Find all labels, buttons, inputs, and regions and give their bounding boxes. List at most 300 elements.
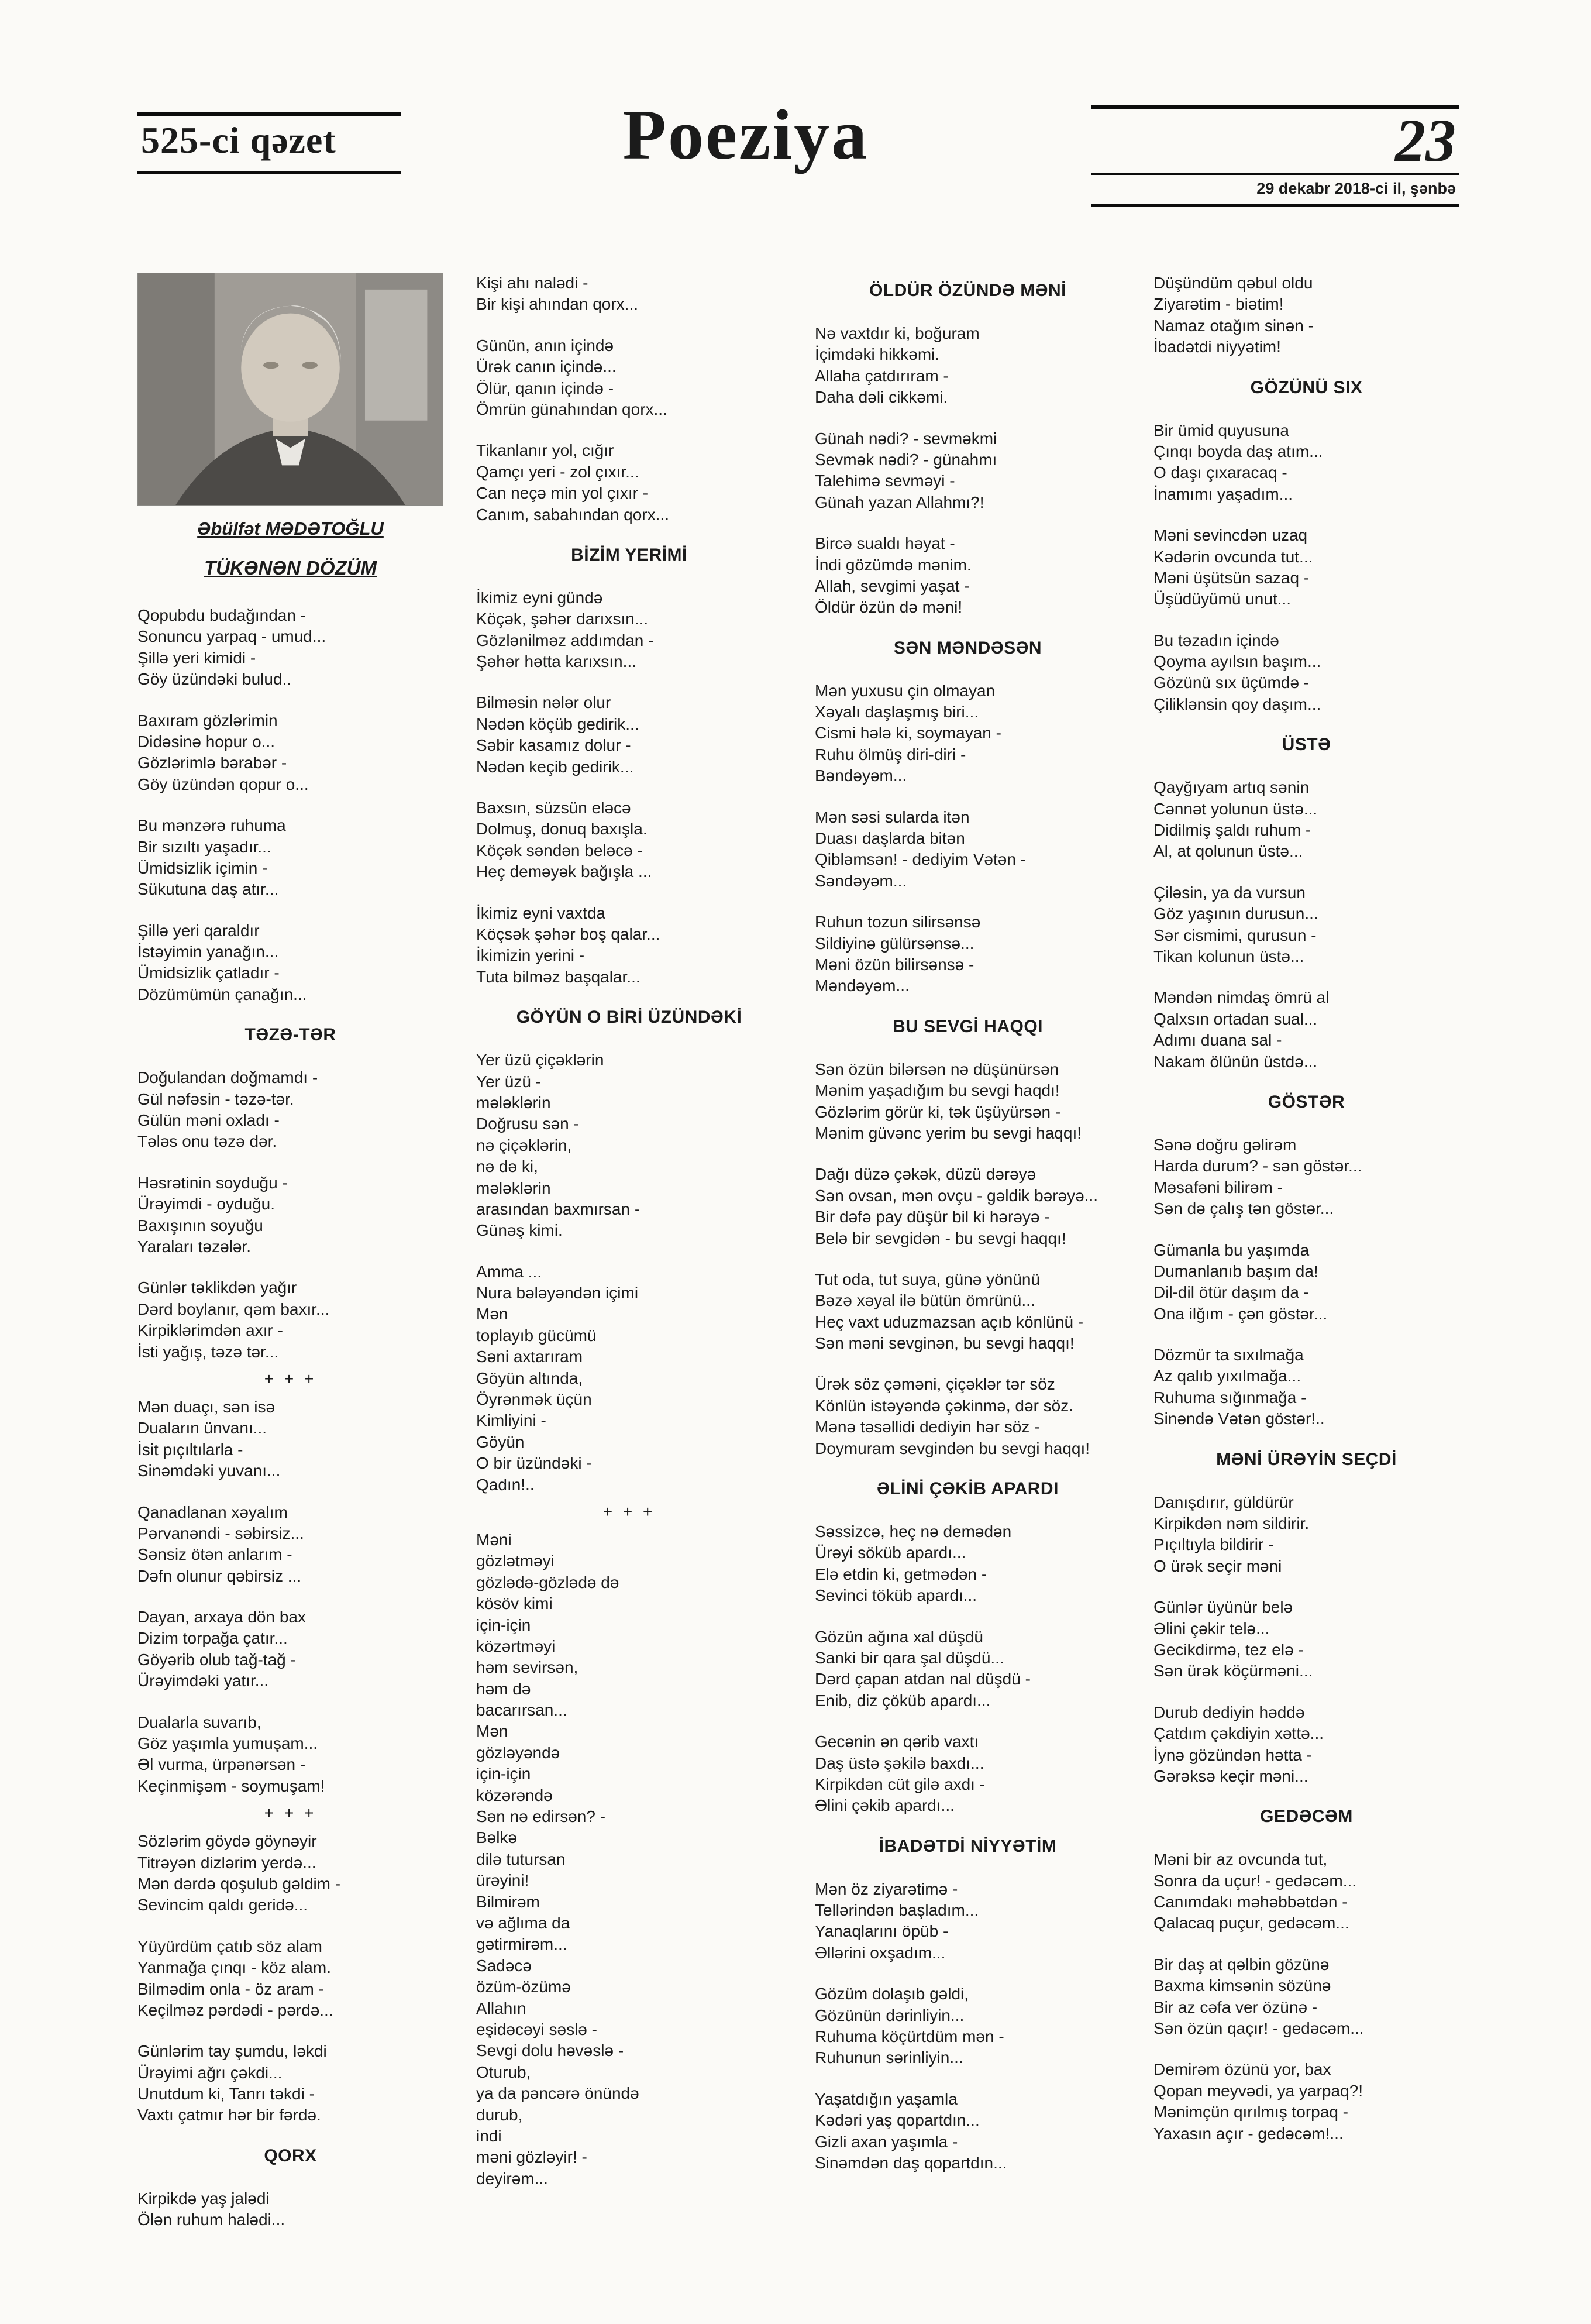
poem-line: Tellərindən başladım... (815, 1901, 979, 1920)
page-number: 23 (1395, 107, 1456, 174)
poem-line: nə çiçəklərin, (476, 1136, 572, 1154)
poem-line: Məni (476, 1530, 512, 1549)
poem-line: Ürək canın içində... (476, 357, 617, 376)
stanza (476, 1529, 782, 2189)
poem-line: Ürəyimdi - oyduğu. (137, 1195, 275, 1213)
stanza (1153, 525, 1459, 610)
stanza (476, 797, 782, 883)
stanza (137, 1173, 443, 1258)
poem-line: Yanaqlarını öpüb - (815, 1922, 949, 1941)
poem-line: Baxsın, süzsün eləcə (476, 799, 631, 817)
poem-line: Keçilməz pərdədi - pərdə... (137, 2000, 333, 2019)
poem-line: Ürəyimi ağrı çəkdi... (137, 2063, 283, 2082)
poem-line: Gül nəfəsin - təzə-tər. (137, 1089, 294, 1108)
poem-line: Daş üstə şəkilə baxdı... (815, 1754, 984, 1772)
poem-line: Kədərin ovcunda tut... (1153, 547, 1313, 566)
poem-line: Sanki bir qara şal düşdü... (815, 1648, 1004, 1667)
poem-line: Amma ... (476, 1262, 542, 1281)
poem-line: Sən ovsan, mən ovçu - gəldik bərəyə... (815, 1186, 1098, 1205)
poem-heading: MƏNİ ÜRƏYİN SEÇDİ (1216, 1449, 1397, 1469)
poem-line: Gözlərimlə bərabər - (137, 754, 287, 772)
poem-line: Bu təzadın içində (1153, 631, 1279, 649)
poem-line: Yanmağa çınqı - köz alam. (137, 1958, 331, 1977)
poem-line: Mən yuxusu çin olmayan (815, 681, 996, 700)
poem-line: Məni üşütsün sazaq - (1153, 568, 1310, 587)
stanza (815, 1521, 1121, 1607)
poem-line: Bəlkə (476, 1828, 518, 1847)
poem-line: Gecikdirmə, tez elə - (1153, 1640, 1304, 1659)
stanza (815, 912, 1121, 997)
stanza (1153, 1135, 1459, 1220)
poem-line: Dözümümün çanağın... (137, 985, 307, 1003)
poem-line: Gözlərim görür ki, tək üşüyürsən - (815, 1102, 1061, 1121)
poem-line: Sevgi dolu həvəslə - (476, 2041, 624, 2060)
poem-heading: ÖLDÜR ÖZÜNDƏ MƏNİ (869, 281, 1067, 300)
poem-line: Yaraları təzələr. (137, 1237, 252, 1256)
poem-line: Gözünün dərinliyin... (815, 2006, 965, 2024)
issue-date: 29 dekabr 2018-ci il, şənbə (1256, 180, 1456, 198)
poem-line: Qoyma ayılsın başım... (1153, 652, 1321, 671)
poem-line: Nura bələyəndən içimi (476, 1284, 639, 1302)
poem-line: Xəyalı daşlaşmış biri... (815, 703, 979, 721)
poem-line: Göy üzündəki bulud.. (137, 670, 292, 689)
poem-line: Sevincim qaldı geridə... (137, 1896, 308, 1914)
poem-line: Bir az cəfa ver özünə - (1153, 1998, 1318, 2016)
poem-line: Mən (476, 1305, 508, 1323)
poem-line: Düşündüm qəbul oldu (1153, 274, 1313, 292)
poem-line: Göz yaşımla yumuşam... (137, 1734, 318, 1753)
poem-line: Üşüdüyümü unut... (1153, 590, 1292, 608)
poem-line: özüm-özümə (476, 1978, 571, 1996)
poem-line: Vaxtı çatmır hər bir fərdə. (137, 2106, 321, 2124)
poem-line: dilə tutursan (476, 1849, 566, 1868)
poem-line: Ruhunun sərinliyin... (815, 2048, 963, 2067)
poem-line: Sadəcə (476, 1956, 532, 1975)
stanza (1153, 1702, 1459, 1787)
poem-line: İkimizin yerini - (476, 946, 585, 965)
poem-line: Yaşatdığın yaşamla (815, 2089, 958, 2108)
poem-line: eşidəcəyi səslə - (476, 2020, 597, 2038)
poem-line: Unutdum ki, Tanrı təkdi - (137, 2085, 315, 2103)
poem-line: Ruhu ölmüş diri-diri - (815, 745, 966, 764)
poem-line: deyirəm... (476, 2169, 548, 2188)
poem-line: Məni sevincdən uzaq (1153, 526, 1308, 545)
poem-line: O ürək seçir məni (1153, 1556, 1282, 1575)
poem-line: Qadın!.. (476, 1475, 535, 1494)
poem-line: Sevmək nədi? - günahmı (815, 450, 997, 469)
page-header (137, 95, 1459, 246)
poem-line: İsti yağış, təzə tər... (137, 1342, 279, 1361)
poem-heading: ƏLİNİ ÇƏKİB APARDI (877, 1479, 1059, 1499)
stanza (815, 1731, 1121, 1817)
poem-line: məni gözləyir! - (476, 2148, 587, 2167)
poem-line: Mənim güvənc yerim bu sevgi haqqı! (815, 1123, 1082, 1142)
stanza (137, 815, 443, 900)
poem-line: Dərd çapan atdan nal düşdü - (815, 1670, 1031, 1689)
poem-line: O bir üzündəki - (476, 1454, 592, 1473)
poem-line: Göyün (476, 1432, 525, 1451)
stanza (137, 1067, 443, 1153)
poem-line: Duaların ünvanı... (137, 1419, 267, 1438)
poem-line: Cismi hələ ki, soymayan - (815, 724, 1001, 742)
poem-line: Tikanlanır yol, cığır (476, 441, 614, 460)
stanza (1153, 777, 1459, 862)
poem-line: Həsrətinin soyduğu - (137, 1173, 288, 1192)
poem-line: Ruhuma sığınmağa - (1153, 1388, 1307, 1407)
poem-line: Mənim yaşadığım bu sevgi haqdı! (815, 1081, 1060, 1100)
poem-line: Dolmuş, donuq baxışla. (476, 820, 648, 838)
stanza (815, 1627, 1121, 1712)
poem-line: Mən dərdə qoşulub gəldim - (137, 1874, 341, 1893)
poem-heading: QORX (264, 2146, 317, 2165)
poem-line: İstəyimin yanağın... (137, 943, 279, 961)
poem-line: Mən (476, 1722, 508, 1741)
poem-line: Gözüm dolaşıb gəldi, (815, 1985, 969, 2003)
stanza (476, 1050, 782, 1242)
stanza (815, 1059, 1121, 1144)
poem-heading: GÖZÜNÜ SIX (1250, 377, 1363, 397)
poem-line: Şillə yeri qaraldır (137, 921, 260, 940)
poem-line: Heç vaxt uduzmazsan açıb könlünü - (815, 1312, 1084, 1331)
poem-line: Tikan kolunun üstə... (1153, 947, 1304, 965)
poem-line: Çınqı boyda daş atım... (1153, 442, 1323, 460)
poem-line: Tut oda, tut suya, günə yönünü (815, 1270, 1041, 1288)
poem-line: Allah, sevgimi yaşat - (815, 576, 970, 595)
poem-line: Pıçıltıyla bildirir - (1153, 1535, 1274, 1554)
poem-line: İynə gözündən hətta - (1153, 1745, 1312, 1764)
poem-line: Ümidsizlik içimin - (137, 858, 268, 877)
poem-line: kösöv kimi (476, 1594, 553, 1613)
poem-line: Səssizcə, heç nə demədən (815, 1522, 1012, 1541)
poem-line: Sənə doğru gəlirəm (1153, 1135, 1297, 1154)
poem-line: Dərd boylanır, qəm baxır... (137, 1299, 330, 1318)
poem-line: Can neçə min yol çıxır - (476, 484, 649, 503)
poem-line: Dil-dil ötür daşım da - (1153, 1283, 1310, 1302)
poem-line: Az qalıb yıxılmağa... (1153, 1367, 1301, 1386)
poem-line: Kirpiklərimdən axır - (137, 1321, 283, 1340)
poem-line: Ömrün günahından qorx... (476, 400, 667, 418)
poem-line: Öldür özün də məni! (815, 598, 963, 617)
stanza (1153, 2059, 1459, 2144)
stanza (476, 335, 782, 421)
stanza (815, 1164, 1121, 1249)
poem-line: İbadətdi niyyətim! (1153, 338, 1281, 356)
stanza (1153, 1345, 1459, 1430)
poem-line: Ölür, qanın içində - (476, 379, 614, 397)
poem-line: İkimiz eyni gündə (476, 588, 603, 607)
poem-line: Məndəyəm... (815, 977, 910, 995)
stanza (1153, 1954, 1459, 2040)
poem-line: Sən də çalış tən göstər... (1153, 1199, 1334, 1218)
poem-line: Bir sızıltı yaşadır... (137, 837, 271, 856)
author-name: Əbülfət MƏDƏTOĞLU (197, 518, 384, 539)
poem-line: Bəzə xəyal ilə bütün ömrünü... (815, 1291, 1035, 1310)
poem-line: İnamımı yaşadım... (1153, 484, 1293, 503)
poem-line: mələklərin (476, 1093, 551, 1112)
poem-line: Göy üzündən qopur o... (137, 775, 309, 793)
stanza (815, 1269, 1121, 1354)
stanza (815, 2089, 1121, 2174)
poem-line: Allaha çatdırıram - (815, 366, 949, 385)
poem-line: Qopan meyvədi, ya yarpaq?! (1153, 2081, 1363, 2100)
poem-line: bacarırsan... (476, 1701, 567, 1720)
poem-line: Öyrənmək üçün (476, 1390, 592, 1409)
poem-line: Bir dəfə pay düşür bil ki hərəyə - (815, 1208, 1050, 1226)
poem-line: Göyərib olub tağ-tağ - (137, 1650, 296, 1669)
poem-line: Keçinmişəm - soymuşam! (137, 1776, 325, 1795)
poem-line: için-için (476, 1765, 531, 1783)
poem-line: Sonra da uçur! - gedəcəm... (1153, 1871, 1357, 1890)
poem-line: durub, (476, 2105, 523, 2124)
poetry-columns (137, 273, 1459, 2251)
stanza (815, 807, 1121, 892)
poem-line: Göyün altında, (476, 1369, 583, 1387)
poem-line: Səni axtarıram (476, 1347, 583, 1366)
poem-line: Nə vaxtdır ki, boğuram (815, 324, 980, 342)
poem-line: Tələs onu təzə dər. (137, 1132, 277, 1151)
poem-line: Məni bir az ovcunda tut, (1153, 1850, 1328, 1869)
stanza (476, 440, 782, 525)
poem-line: İndi gözümdə mənim. (815, 555, 972, 574)
poem-line: Sər cismimi, qurusun - (1153, 926, 1317, 944)
poem-heading: TƏZƏ-TƏR (244, 1025, 336, 1045)
poem-line: ürəyini! (476, 1871, 529, 1890)
text-column-2 (476, 273, 782, 2251)
poem-line: Sən ürək köçürməni... (1153, 1662, 1313, 1680)
poem-line: Sən nə edirsən? - (476, 1807, 606, 1826)
poem-line: Gözlənilməz addımdan - (476, 631, 654, 649)
poem-line: Məndən nimdaş ömrü al (1153, 988, 1330, 1007)
poem-line: Titrəyən dizlərim yerdə... (137, 1853, 316, 1872)
poem-line: Danışdırır, güldürür (1153, 1493, 1294, 1511)
poem-heading: GÖSTƏR (1268, 1092, 1345, 1112)
stanza (476, 273, 782, 315)
stanza (815, 1983, 1121, 2069)
poem-line: Canımdakı məhəbbətdən - (1153, 1893, 1348, 1912)
stanza (137, 605, 443, 690)
poem-line: Doğulandan doğmamdı - (137, 1068, 318, 1087)
masthead-title: 525-ci qəzet (141, 119, 336, 161)
poem-line: Ziyarətim - biətim! (1153, 295, 1284, 314)
text-column-1 (137, 273, 443, 2251)
poem-line: Əl vurma, ürpənərsən - (137, 1755, 306, 1774)
stanza (137, 1831, 443, 1916)
poem-line: Ona ilğım - çən göstər... (1153, 1304, 1328, 1323)
stanza (476, 903, 782, 988)
stanza (137, 1502, 443, 1587)
stanza (815, 680, 1121, 787)
poem-line: Qibləmsən! - dediyim Vətən - (815, 850, 1027, 869)
poem-line: Günün, anın içində (476, 336, 614, 355)
poem-heading: GÖYÜN O BİRİ ÜZÜNDƏKİ (516, 1008, 742, 1027)
stanza (476, 587, 782, 673)
poem-line: Baxma kimsənin sözünə (1153, 1976, 1331, 1995)
poem-line: Adımı duana sal - (1153, 1031, 1282, 1050)
poem-line: Mənimçün qırılmış torpaq - (1153, 2103, 1348, 2122)
poem-line: Mən duaçı, sən isə (137, 1397, 276, 1416)
poem-heading: İBADƏTDİ NİYYƏTİM (879, 1836, 1057, 1856)
poem-line: közərəndə (476, 1786, 553, 1804)
poem-line: közərtməyi (476, 1637, 556, 1655)
stanza (1153, 420, 1459, 506)
poem-line: Baxışının soyuğu (137, 1216, 263, 1235)
poem-line: Pərvanəndi - səbirsiz... (137, 1524, 304, 1542)
poem-line: Nədən köçüb gedirik... (476, 714, 639, 733)
poem-line: Sinəmdəki yuvanı... (137, 1462, 281, 1480)
poem-line: Günah nədi? - sevməkmi (815, 429, 997, 448)
poem-line: Qalacaq puçur, gedəcəm... (1153, 1914, 1349, 1933)
poem-line: Günlər təklikdən yağır (137, 1278, 297, 1297)
poem-line: Bəndəyəm... (815, 766, 907, 785)
poem-line: həm sevirsən, (476, 1658, 578, 1677)
stanza (815, 428, 1121, 514)
stanza (137, 710, 443, 796)
poem-line: Mən öz ziyarətimə - (815, 1879, 958, 1898)
poem-line: Kişi ahı nalədi - (476, 274, 588, 292)
poem-line: və ağlıma da (476, 1914, 570, 1932)
poem-line: Ürəyi söküb apardı... (815, 1543, 966, 1562)
poem-line: Daha dəli cikkəmi. (815, 388, 948, 407)
poem-line: Sözlərim göydə göynəyir (137, 1832, 317, 1851)
poem-line: Doymuram sevgindən bu sevgi haqqı! (815, 1439, 1090, 1457)
poem-line: Səbir kasamız dolur - (476, 736, 631, 755)
poem-line: Kirpikdən cüt gilə axdı - (815, 1775, 986, 1793)
author-photo (137, 273, 443, 506)
masthead (137, 112, 401, 174)
poem-line: həm də (476, 1679, 531, 1698)
poem-line: Bu mənzərə ruhuma (137, 816, 286, 835)
poem-line: Doğrusu sən - (476, 1115, 579, 1133)
stanza (137, 1607, 443, 1692)
poem-line: Sildiyinə gülürsənsə... (815, 934, 974, 953)
poem-heading: BİZİM YERİMİ (571, 545, 687, 565)
poem-line: Qanadlanan xəyalım (137, 1503, 288, 1521)
poem-line: Qamçı yeri - zol çıxır... (476, 462, 639, 481)
poem-line: Əlini çəkib apardı... (815, 1796, 955, 1815)
stanza-separator: + + + (264, 1804, 317, 1823)
poem-line: Canım, sabahından qorx... (476, 505, 669, 524)
poem-line: Sevinci töküb apardı... (815, 1586, 977, 1605)
poem-line: Cənnət yolunun üstə... (1153, 799, 1318, 818)
poem-line: İçimdəki hikkəmi. (815, 345, 940, 364)
poem-heading: BU SEVGİ HAQQI (892, 1016, 1044, 1036)
poem-line: Durub dediyin həddə (1153, 1703, 1305, 1721)
stanza (1153, 1849, 1459, 1934)
poem-line: Harda durum? - sən göstər... (1153, 1157, 1362, 1175)
poem-line: Könlün istəyəndə çəkinmə, dər söz. (815, 1396, 1074, 1415)
poem-line: Dağı düzə çəkək, düzü dərəyə (815, 1165, 1036, 1184)
poem-line: Ölən ruhum halədi... (137, 2210, 285, 2229)
stanza (815, 1374, 1121, 1459)
poem-line: Ümidsizlik çatladır - (137, 964, 280, 982)
poem-line: arasından baxmırsan - (476, 1199, 640, 1218)
poem-line: Qalxsın ortadan sual... (1153, 1009, 1318, 1028)
poem-line: Bir daş at qəlbin gözünə (1153, 1955, 1330, 1974)
poem-line: ya da pəncərə önündə (476, 2084, 639, 2103)
poem-line: İkimiz eyni vaxtda (476, 903, 605, 922)
poem-line: Enib, diz çöküb apardı... (815, 1691, 991, 1710)
poem-line: nə də ki, (476, 1157, 538, 1176)
poem-line: Məni özün bilirsənsə - (815, 955, 974, 974)
stanza (1153, 1597, 1459, 1682)
poem-line: Dizim torpağa çatır... (137, 1629, 288, 1648)
poem-line: indi (476, 2126, 502, 2145)
poem-line: Gümanla bu yaşımda (1153, 1240, 1310, 1259)
stanza (137, 1936, 443, 2022)
poem-line: gözlətməyi (476, 1552, 555, 1570)
poem-line: Bilmədim onla - öz aram - (137, 1979, 324, 1998)
poem-line: Dumanlanıb başım da! (1153, 1261, 1318, 1280)
poem-heading: ÜSTƏ (1282, 735, 1331, 755)
poem-line: Günlərim tay şumdu, ləkdi (137, 2042, 327, 2061)
text-column-3 (815, 273, 1121, 2251)
poem-line: Tuta bilməz başqalar... (476, 967, 640, 986)
poem-line: gözləyəndə (476, 1743, 560, 1762)
poem-line: Günlər üyünür belə (1153, 1598, 1293, 1617)
poem-line: Çiliklənsin qoy daşım... (1153, 695, 1321, 713)
poem-line: Al, at qolunun üstə... (1153, 842, 1303, 861)
poem-line: Dözmür ta sıxılmağa (1153, 1346, 1304, 1364)
stanza (1153, 882, 1459, 968)
poem-line: Gülün məni oxladı - (137, 1111, 280, 1130)
poem-line: Günəş kimi. (476, 1221, 563, 1240)
poem-line: Namaz otağım sinən - (1153, 316, 1314, 335)
poem-line: Dayan, arxaya dön bax (137, 1608, 306, 1627)
poem-line: Sinəmdən daş qopartdın... (815, 2154, 1007, 2172)
poem-line: Çatdım çəkdiyin xəttə... (1153, 1724, 1324, 1743)
poem-line: Yaxasın açır - gedəcəm!... (1153, 2124, 1344, 2143)
poem-line: Bir ümid quyusuna (1153, 421, 1289, 439)
poem-heading: GEDƏCƏM (1260, 1807, 1353, 1827)
poem-line: Kədəri yaş qopartdın... (815, 2111, 980, 2130)
poem-line: Əlini çəkir telə... (1153, 1619, 1270, 1638)
text-column-4 (1153, 273, 1459, 2251)
poem-line: Qopubdu budağından - (137, 606, 307, 624)
poem-line: için-için (476, 1615, 531, 1634)
stanza (137, 2188, 443, 2231)
stanza (1153, 273, 1459, 358)
poem-line: Elə etdin ki, getmədən - (815, 1565, 987, 1583)
poem-line: mələklərin (476, 1178, 551, 1197)
poem-line: Oturub, (476, 2062, 531, 2081)
poem-line: Ruhun tozun silirsənsə (815, 913, 981, 931)
poem-line: Sinəndə Vətən göstər!.. (1153, 1409, 1325, 1428)
poem-line: Nədən keçib gedirik... (476, 757, 634, 776)
poem-line: gətirmirəm... (476, 1935, 567, 1954)
stanza-separator: + + + (602, 1502, 656, 1521)
poem-line: Demirəm özünü yor, bax (1153, 2060, 1331, 2079)
stanza (815, 323, 1121, 408)
poem-line: Sonuncu yarpaq - umud... (137, 627, 326, 646)
poem-line: Allahın (476, 1999, 526, 2017)
poem-line: Kirpikdə yaş jalədi (137, 2189, 270, 2208)
poem-line: Baxıram gözlərimin (137, 711, 278, 730)
stanza (137, 1397, 443, 1482)
poem-line: Sən məni sevginən, bu sevgi haqqı! (815, 1334, 1075, 1353)
stanza (137, 2041, 443, 2126)
poem-line: Yer üzü - (476, 1072, 542, 1091)
stanza (1153, 630, 1459, 716)
poem-line: gözlədə-gözlədə də (476, 1573, 619, 1591)
poem-line: İsit pıçıltılarla - (137, 1440, 243, 1459)
poem-line: Bircə sualdı həyat - (815, 534, 955, 553)
poem-line: Mənə təsəllidi dediyin hər söz - (815, 1418, 1040, 1436)
poem-line: Səndəyəm... (815, 871, 907, 890)
stanza (815, 1879, 1121, 1964)
poem-line: toplayıb gücümü (476, 1326, 597, 1345)
poem-line: Kimliyini - (476, 1411, 546, 1430)
poem-line: Çiləsin, ya da vursun (1153, 883, 1306, 902)
